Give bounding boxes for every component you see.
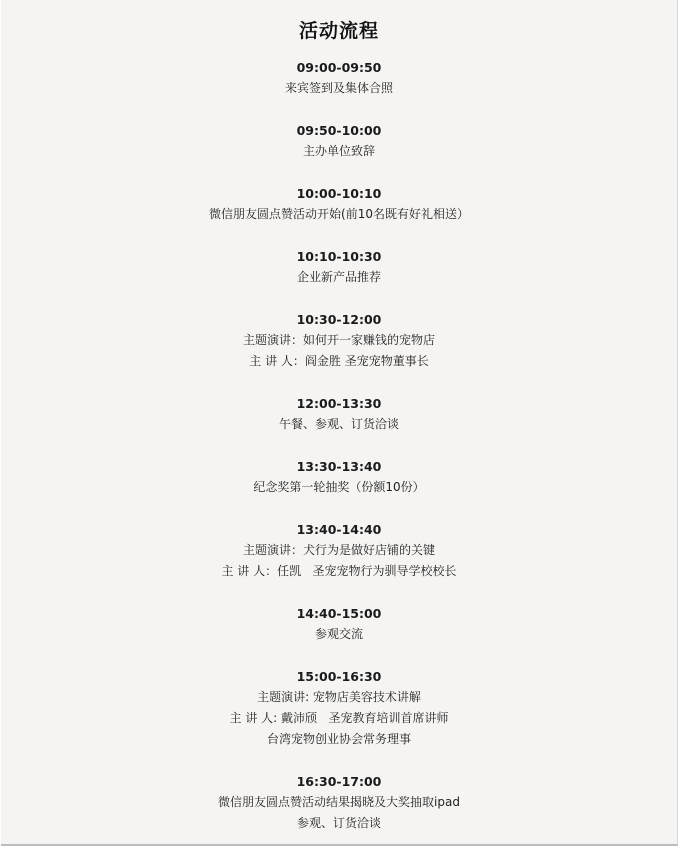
page-title: 活动流程 bbox=[298, 20, 379, 42]
schedule-time: 10:00-10:10 bbox=[296, 186, 382, 201]
schedule-line: 微信朋友圆点赞活动结果揭晓及大奖抽取ipad bbox=[218, 795, 460, 809]
schedule-time: 13:30-13:40 bbox=[296, 459, 382, 474]
schedule-line: 纪念奖第一轮抽奖（份额10份） bbox=[253, 480, 425, 494]
schedule-item bbox=[1, 246, 677, 288]
schedule-line: 主题演讲: 宠物店美容技术讲解 bbox=[257, 690, 421, 704]
schedule-time: 09:00-09:50 bbox=[296, 60, 382, 75]
schedule-item bbox=[1, 456, 677, 498]
schedule-time: 12:00-13:30 bbox=[296, 396, 382, 411]
schedule-line: 主 讲 人：任凯 圣宠宠物行为驯导学校校长 bbox=[221, 564, 457, 578]
schedule-list bbox=[1, 57, 677, 855]
schedule-line: 参观、订货洽谈 bbox=[296, 816, 381, 830]
schedule-item bbox=[1, 120, 677, 162]
schedule-time: 10:30-12:00 bbox=[296, 312, 382, 327]
schedule-item bbox=[1, 57, 677, 99]
schedule-line: 企业新产品推荐 bbox=[296, 270, 381, 284]
schedule-item bbox=[1, 309, 677, 372]
schedule-line: 台湾宠物创业协会常务理事 bbox=[266, 732, 411, 746]
schedule-line: 主题演讲：犬行为是做好店铺的关键 bbox=[242, 543, 435, 557]
schedule-line: 午餐、参观、订货洽谈 bbox=[278, 417, 399, 431]
schedule-line: 主办单位致辞 bbox=[302, 144, 375, 158]
schedule-item bbox=[1, 666, 677, 750]
schedule-item bbox=[1, 771, 677, 834]
schedule-line: 主题演讲：如何开一家赚钱的宠物店 bbox=[242, 333, 435, 347]
schedule-item bbox=[1, 519, 677, 582]
schedule-line: 主 讲 人：阎金胜 圣宠宠物董事长 bbox=[249, 354, 429, 368]
schedule-time: 13:40-14:40 bbox=[296, 522, 382, 537]
schedule-line: 主 讲 人: 戴沛颀 圣宠教育培训首席讲师 bbox=[229, 711, 449, 725]
schedule-panel bbox=[1, 0, 678, 846]
schedule-time: 09:50-10:00 bbox=[296, 123, 382, 138]
schedule-time: 14:40-15:00 bbox=[296, 606, 382, 621]
schedule-time: 10:10-10:30 bbox=[296, 249, 382, 264]
schedule-item bbox=[1, 603, 677, 645]
schedule-time: 15:00-16:30 bbox=[296, 669, 382, 684]
schedule-line: 来宾签到及集体合照 bbox=[284, 81, 393, 95]
schedule-line: 参观交流 bbox=[314, 627, 363, 641]
schedule-line: 微信朋友圆点赞活动开始(前10名既有好礼相送） bbox=[209, 207, 469, 221]
schedule-item bbox=[1, 393, 677, 435]
schedule-time: 16:30-17:00 bbox=[296, 774, 382, 789]
schedule-item bbox=[1, 183, 677, 225]
